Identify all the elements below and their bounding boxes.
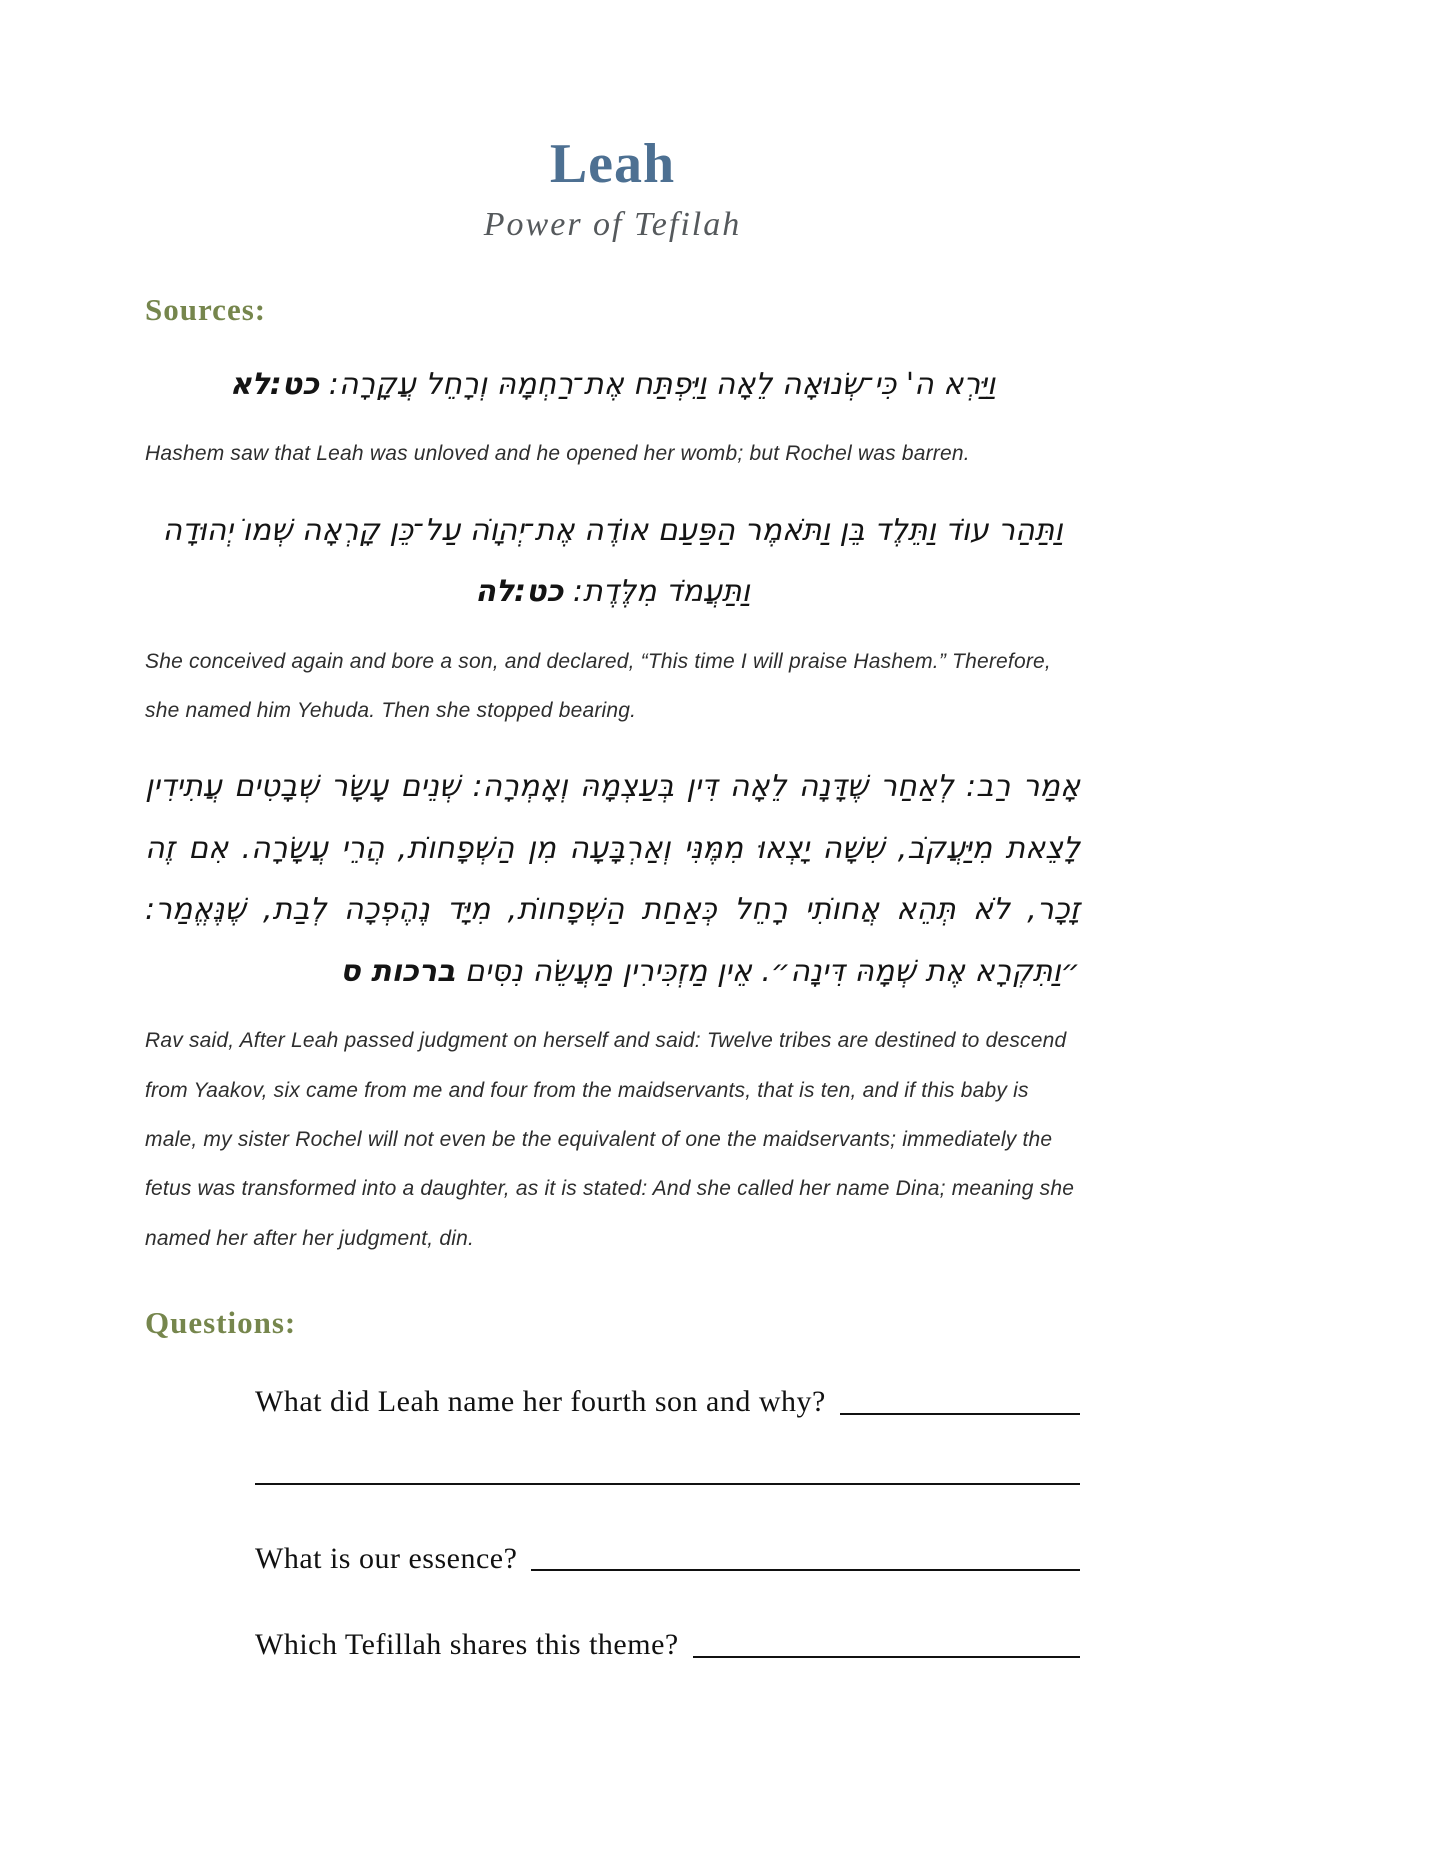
- answer-blank-line: [840, 1412, 1080, 1415]
- question-row-2: [255, 1542, 1080, 1577]
- page-title: Leah: [549, 133, 676, 195]
- questions-heading: Questions:: [145, 1305, 297, 1341]
- question-3-text: Which Tefillah shares this theme?: [255, 1628, 679, 1662]
- sources-heading: Sources:: [145, 291, 267, 327]
- source-1-reference: כט:לא: [229, 366, 320, 402]
- answer-blank-line: [693, 1655, 1080, 1658]
- page-subtitle: Power of Tefilah: [483, 205, 742, 243]
- question-1-continuation-row: [255, 1482, 1080, 1490]
- source-3-reference: ברכות ס: [340, 953, 456, 989]
- answer-blank-line: [531, 1568, 1080, 1571]
- hebrew-verse-text: וַתַּהַר עוֹד וַתֵּלֶד בֵּן וַתֹּאמֶר הַפַּעַם אוֹדֶה אֶת־יְהוָֹה עַל־כֵּן קָרְאָה שְׁמוֹ יְהוּדָה וַתַּעֲמֹד מִלֶּדֶת:: [162, 512, 1063, 610]
- source-2-translation: She conceived again and bore a son, and declared, “This time I will praise Hashem.” Therefore, she named him Yehuda. Then she stopped bearing.: [145, 649, 1051, 722]
- source-1-hebrew: [145, 354, 1080, 416]
- question-2-text: What is our essence?: [255, 1541, 518, 1575]
- hebrew-verse-text: וַיַּרְא ה' כִּי־שְׂנוּאָה לֵאָה וַיִּפְתַּח אֶת־רַחְמָהּ וְרָחֵל עֲקָרָה:: [328, 366, 996, 402]
- source-1-translation: Hashem saw that Leah was unloved and he opened her womb; but Rochel was barren.: [145, 442, 970, 466]
- question-1-text: What did Leah name her fourth son and why?: [255, 1385, 826, 1419]
- question-row-3: [255, 1628, 1080, 1663]
- source-3-translation: Rav said, After Leah passed judgment on herself and said: Twelve tribes are destined to descend from Yaakov, six came from me and four from the maidservants, that is ten, and if this baby is male, my sister Rochel will not even be the equivalent of one the maidservants; immediately the fetus was transformed into a daughter, as it is stated: And she called her name Dina; meaning she named her after her judgment, din.: [145, 1029, 1075, 1250]
- source-2-reference: כט:לה: [475, 574, 564, 610]
- questions-list: [145, 1385, 1080, 1663]
- question-row-1: [255, 1385, 1080, 1420]
- hebrew-gemara-text: אָמַר רַב: לְאַחַר שֶׁדָּנָה לֵאָה דִּין בְּעַצְמָהּ וְאָמְרָה: שְׁנֵים עָשָׂר שְׁבָטִים עֲתִידִין לָצֵאת מִיַּעֲקֹב, שִׁשָּׁה יָצְאוּ מִמֶּנִּי וְאַרְבָּעָה מִן הַשְּׁפָחוֹת, הֲרֵי עֲשָׂרָה. אִם זֶה זָכָר, לֹא תְּהֵא אֲחוֹתִי רָחֵל כְּאַחַת הַשְּׁפָחוֹת, מִיָּד נֶהֶפְכָה לְבַת, שֶׁנֶּאֱמַר: ״וַתִּקְרָא אֶת שְׁמָהּ דִּינָה״. אֵין מַזְכִּירִין מַעֲשֵׂה נִסִּים: [145, 769, 1080, 989]
- source-2-hebrew: [145, 500, 1080, 623]
- answer-blank-line: [255, 1482, 1080, 1485]
- source-3-hebrew: [145, 756, 1080, 1002]
